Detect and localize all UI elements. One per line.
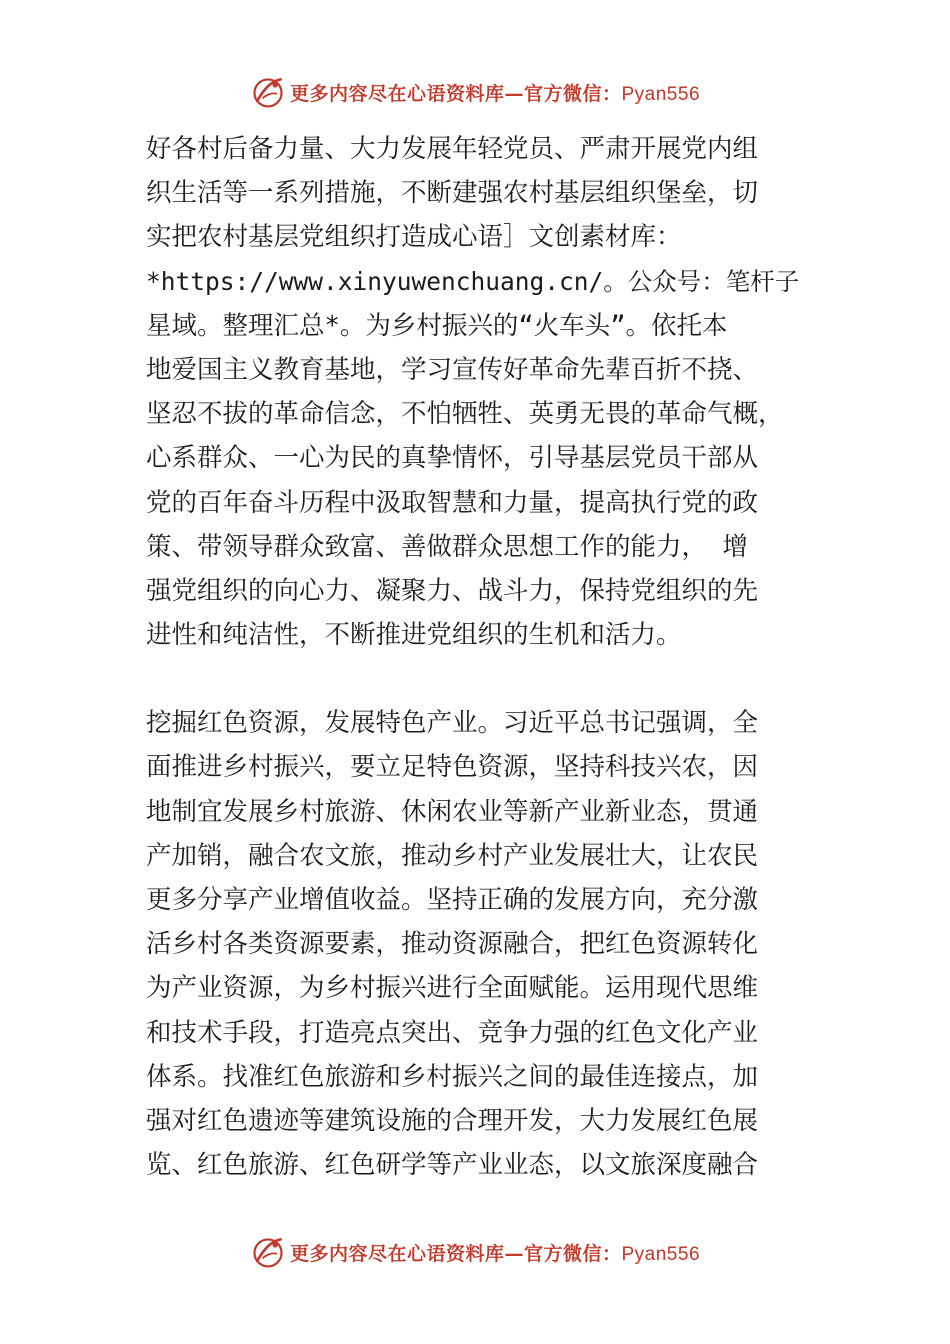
text-line: 坚忍不拔的革命信念，不怕牺牲、英勇无畏的革命气概，: [146, 399, 784, 430]
paragraph-2: [146, 701, 810, 1187]
text-line: 面推进乡村振兴，要立足特色资源，坚持科技兴农，因: [146, 752, 759, 783]
text-line: 和技术手段，打造亮点突出、竞争力强的红色文化产业: [146, 1017, 759, 1048]
logo-icon: [250, 74, 286, 110]
text-line: 党的百年奋斗历程中汲取智慧和力量，提高执行党的政: [146, 487, 759, 518]
text-line: 挖掘红色资源，发展特色产业。习近平总书记强调，全: [146, 708, 759, 739]
text-line: 好各村后备力量、大力发展年轻党员、严肃开展党内组: [146, 134, 759, 164]
text-line: 织生活等一系列措施，不断建强农村基层组织堡垒，切: [146, 178, 759, 209]
text-line: 为产业资源，为乡村振兴进行全面赋能。运用现代思维: [146, 973, 759, 1004]
paragraph-1: [146, 127, 810, 657]
paragraph-gap: [146, 657, 810, 701]
text-line: 策、带领导群众致富、善做群众思想工作的能力， 增: [146, 531, 748, 562]
footer-banner: [0, 1232, 950, 1272]
text-line: 心系群众、一心为民的真挚情怀，引导基层党员干部从: [146, 443, 759, 474]
text-line: 地制宜发展乡村旅游、休闲农业等新产业新业态，贯通: [146, 796, 759, 827]
text-line: 实把农村基层党组织打造成心语］文创素材库：: [146, 222, 682, 253]
text-line: 体系。找准红色旅游和乡村振兴之间的最佳连接点，加: [146, 1061, 759, 1092]
logo-icon: [250, 1234, 286, 1270]
document-body: [146, 127, 810, 1187]
text-line: 强党组织的向心力、凝聚力、战斗力，保持党组织的先: [146, 575, 759, 606]
banner-text: 更多内容尽在心语资料库—官方微信：Pyan556: [289, 1242, 701, 1265]
banner-text: 更多内容尽在心语资料库—官方微信：Pyan556: [289, 82, 701, 105]
text-line: 星域。整理汇总*。为乡村振兴的“火车头”。依托本: [146, 310, 728, 341]
text-line: 更多分享产业增值收益。坚持正确的发展方向，充分激: [146, 885, 759, 915]
header-banner: [0, 72, 950, 112]
text-line: 进性和纯洁性，不断推进党组织的生机和活力。: [146, 620, 682, 651]
text-line: 地爱国主义教育基地，学习宣传好革命先辈百折不挠、: [146, 354, 759, 385]
text-line: 活乡村各类资源要素，推动资源融合，把红色资源转化: [146, 929, 759, 960]
text-line: 产加销，融合农文旅，推动乡村产业发展壮大，让农民: [146, 840, 759, 871]
text-line: 览、红色旅游、红色研学等产业业态，以文旅深度融合: [146, 1150, 759, 1181]
text-line: *https://www.xinyuwenchuang.cn/。公众号：笔杆子: [146, 266, 800, 296]
text-line: 强对红色遗迹等建筑设施的合理开发，大力发展红色展: [146, 1105, 759, 1136]
